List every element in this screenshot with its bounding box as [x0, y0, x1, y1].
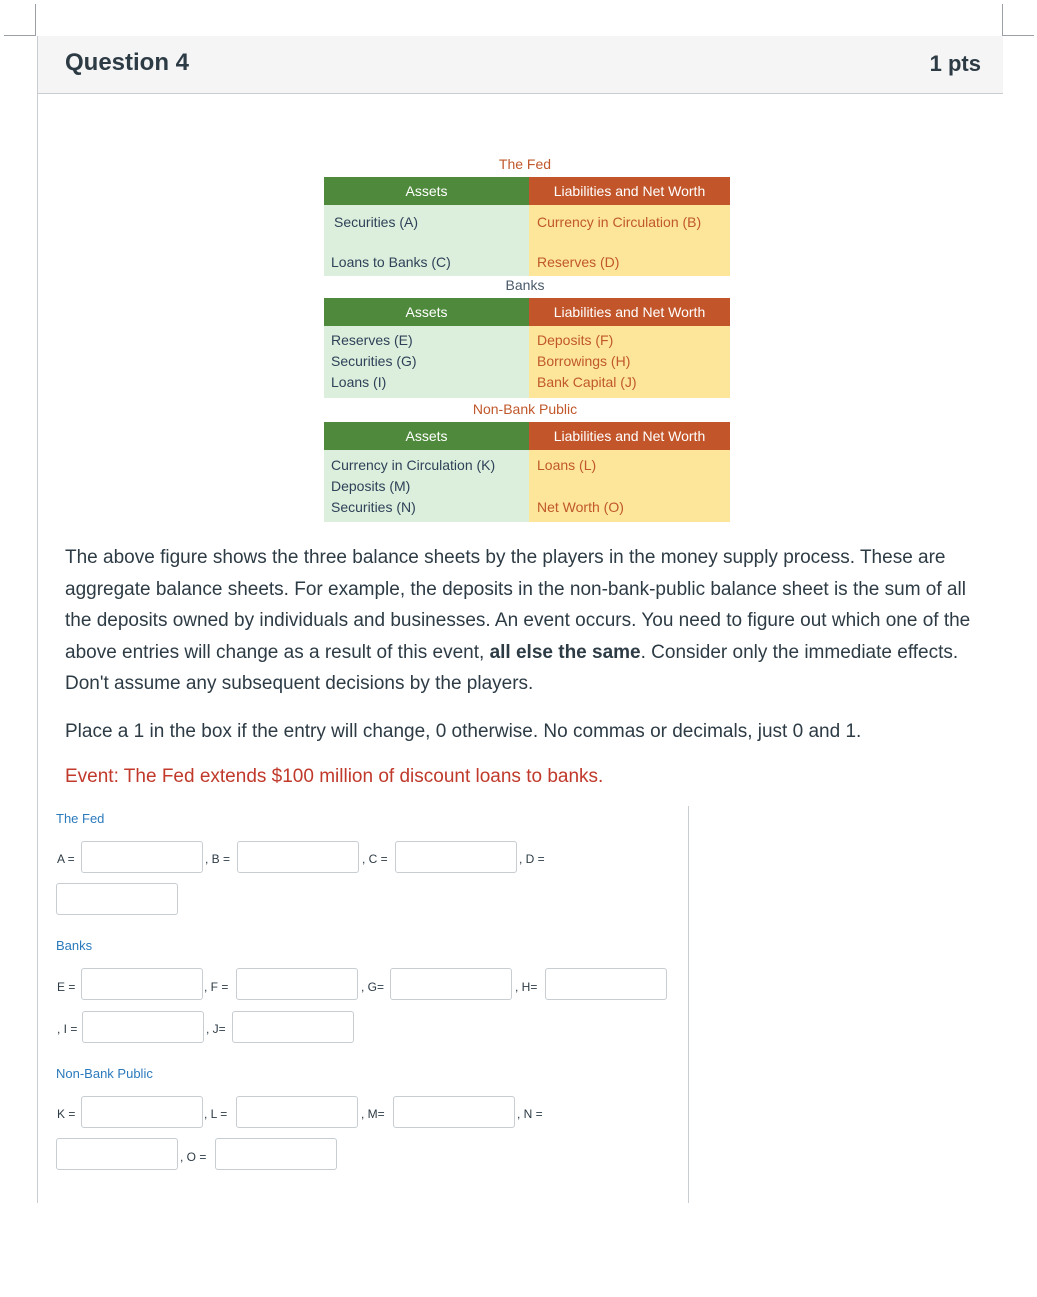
- public-sheet-header: [324, 422, 730, 450]
- banks-sheet-body: [324, 326, 730, 398]
- group-label-fed: The Fed: [56, 811, 105, 826]
- label-c: , C =: [362, 852, 388, 866]
- corner-mark: [1002, 4, 1003, 36]
- input-o[interactable]: [215, 1138, 337, 1170]
- banks-sheet-title: Banks: [505, 277, 545, 293]
- public-liability-o: Net Worth (O): [537, 499, 624, 515]
- label-e: E =: [57, 980, 76, 994]
- corner-mark: [4, 35, 36, 36]
- banks-liability-h: Borrowings (H): [537, 353, 631, 369]
- fed-sheet-title: The Fed: [498, 156, 552, 172]
- banks-liability-f: Deposits (F): [537, 332, 614, 348]
- group-label-public: Non-Bank Public: [56, 1066, 153, 1081]
- answers-border-left: [37, 806, 38, 1203]
- input-h[interactable]: [545, 968, 667, 1000]
- group-label-banks: Banks: [56, 938, 93, 953]
- banks-liability-j: Bank Capital (J): [537, 374, 637, 390]
- input-m[interactable]: [393, 1096, 515, 1128]
- fed-asset-c: Loans to Banks (C): [331, 254, 451, 270]
- input-f[interactable]: [236, 968, 358, 1000]
- public-liabilities-header: Liabilities and Net Worth: [529, 422, 730, 450]
- fed-assets-header: Assets: [324, 177, 529, 205]
- public-sheet-body: [324, 450, 730, 522]
- banks-assets-header: Assets: [324, 298, 529, 326]
- public-asset-m: Deposits (M): [331, 478, 411, 494]
- public-asset-k: Currency in Circulation (K): [331, 457, 496, 473]
- public-sheet-title: Non-Bank Public: [472, 401, 578, 417]
- banks-asset-e: Reserves (E): [331, 332, 413, 348]
- input-d[interactable]: [56, 883, 178, 915]
- fed-asset-a: Securities (A): [334, 214, 419, 230]
- description-text-start: The above figure shows the three balance sheets by the players in the money supply process. These are aggregate balance sheets. For example, the deposits in the non-bank-public balance sheet is the sum of all the deposits owned by individuals and businesses. An event occurs. You need to figure out which one of the above entries will change as a result of this event,: [65, 547, 971, 663]
- fed-liability-b: Currency in Circulation (B): [537, 214, 702, 230]
- event-text: Event: The Fed extends $100 million of discount loans to banks.: [65, 766, 604, 787]
- banks-asset-g: Securities (G): [331, 353, 417, 369]
- input-a[interactable]: [81, 841, 203, 873]
- banks-sheet-header: [324, 298, 730, 326]
- fed-sheet-header: [324, 177, 730, 205]
- label-j: , J=: [206, 1022, 226, 1036]
- banks-asset-i: Loans (I): [331, 374, 387, 390]
- label-n: , N =: [517, 1107, 543, 1121]
- input-l[interactable]: [236, 1096, 358, 1128]
- question-description: [65, 542, 985, 700]
- question-title: Question 4: [65, 49, 190, 76]
- label-b: , B =: [205, 852, 231, 866]
- input-e[interactable]: [81, 968, 203, 1000]
- input-i[interactable]: [82, 1011, 204, 1043]
- fed-liability-d: Reserves (D): [537, 254, 620, 270]
- description-bold-text: all else the same: [489, 641, 641, 663]
- label-o: , O =: [180, 1150, 207, 1164]
- fed-liabilities-header: Liabilities and Net Worth: [529, 177, 730, 205]
- label-g: , G=: [361, 980, 385, 994]
- question-instruction: Place a 1 in the box if the entry will change, 0 otherwise. No commas or decimals, just 0 and 1.: [65, 721, 862, 742]
- public-assets-header: Assets: [324, 422, 529, 450]
- corner-mark: [1002, 35, 1034, 36]
- fed-sheet-body: [324, 205, 730, 276]
- label-f: , F =: [204, 980, 229, 994]
- input-b[interactable]: [237, 841, 359, 873]
- input-k[interactable]: [81, 1096, 203, 1128]
- label-l: , L =: [204, 1107, 228, 1121]
- description-text-end: . Consider only the immediate effects. Don't assume any subsequent decisions by the players.: [65, 641, 959, 695]
- answers-border-right: [688, 806, 689, 1203]
- question-points: 1 pts: [929, 51, 981, 76]
- input-g[interactable]: [390, 968, 512, 1000]
- public-liability-l: Loans (L): [537, 457, 597, 473]
- label-m: , M=: [361, 1107, 385, 1121]
- input-j[interactable]: [232, 1011, 354, 1043]
- corner-mark: [35, 4, 36, 36]
- label-d: , D =: [519, 852, 545, 866]
- label-i: , I =: [57, 1022, 78, 1036]
- question-header: [38, 36, 1003, 94]
- public-asset-n: Securities (N): [331, 499, 416, 515]
- banks-liabilities-header: Liabilities and Net Worth: [529, 298, 730, 326]
- input-c[interactable]: [395, 841, 517, 873]
- label-k: K =: [57, 1107, 76, 1121]
- label-h: , H=: [515, 980, 538, 994]
- input-n[interactable]: [56, 1138, 178, 1170]
- balance-sheets-figure: [315, 150, 735, 528]
- label-a: A =: [57, 852, 75, 866]
